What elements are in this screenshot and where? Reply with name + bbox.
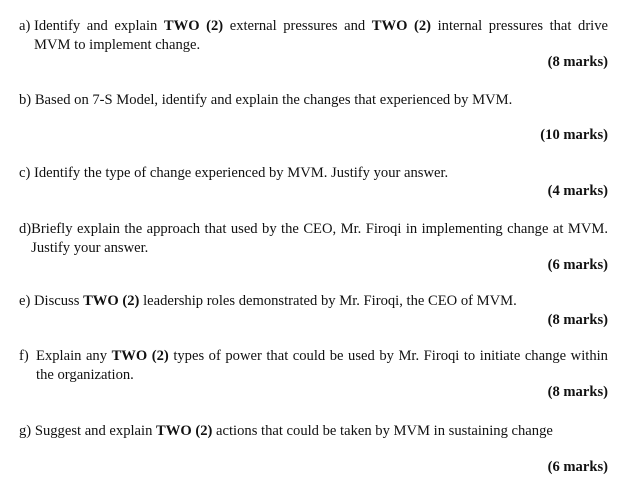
emphasis-text: TWO (2) <box>371 18 432 34</box>
question-d-row <box>19 220 608 258</box>
emphasis-text: TWO (2) <box>156 423 213 439</box>
question-d <box>19 220 608 273</box>
question-e <box>19 292 608 328</box>
body-text: Suggest and explain <box>34 423 157 439</box>
question-g-text <box>35 422 608 441</box>
question-b-label: b) <box>19 92 32 108</box>
question-g-label: g) <box>19 423 32 439</box>
question-f-row <box>19 347 608 385</box>
question-c-label: c) <box>19 165 31 181</box>
question-b-marks: (10 marks) <box>540 127 608 143</box>
question-b-row <box>19 91 608 110</box>
body-text: Explain any <box>36 348 112 364</box>
question-c-text <box>34 164 608 183</box>
emphasis-text: TWO (2) <box>83 293 140 309</box>
body-text: Identify and explain <box>34 18 164 34</box>
body-text: actions that could be taken by MVM in sustaining change <box>212 423 553 439</box>
emphasis-text: TWO (2) <box>111 348 169 364</box>
question-d-text <box>31 220 608 258</box>
question-b-text <box>35 91 608 110</box>
question-a-row <box>19 17 608 55</box>
question-a-text <box>34 17 608 55</box>
question-f <box>19 347 608 400</box>
question-g-marks: (6 marks) <box>547 459 608 475</box>
question-a-marks: (8 marks) <box>547 54 608 70</box>
question-f-text <box>36 347 608 385</box>
question-g <box>19 422 608 475</box>
body-text: leadership roles demonstrated by Mr. Firoqi, the CEO of MVM. <box>139 293 517 309</box>
question-g-row <box>19 422 608 441</box>
emphasis-text: TWO (2) <box>163 18 224 34</box>
question-b <box>19 91 608 143</box>
question-f-marks: (8 marks) <box>547 384 608 400</box>
question-a-label: a) <box>19 18 31 34</box>
body-text: Based on 7-S Model, identify and explain the changes that experienced by MVM. <box>34 92 513 108</box>
body-text: Discuss <box>34 293 84 309</box>
question-c-marks: (4 marks) <box>547 183 608 199</box>
body-text: internal pressures that drive MVM to implement change. <box>34 18 609 53</box>
question-c <box>19 164 608 199</box>
body-text: types of power that could be used by Mr. Firoqi to initiate change within the organization. <box>36 348 608 383</box>
body-text: Identify the type of change experienced by MVM. Justify your answer. <box>34 165 449 181</box>
question-a <box>19 17 609 70</box>
question-d-label: d) <box>19 221 32 237</box>
body-text: external pressures and <box>223 18 372 34</box>
question-d-marks: (6 marks) <box>547 257 608 273</box>
question-f-label: f) <box>19 348 29 364</box>
body-text: Briefly explain the approach that used by the CEO, Mr. Firoqi in implementing change at MVM. Justify your answer. <box>31 221 608 256</box>
question-c-row <box>19 164 608 183</box>
question-e-label: e) <box>19 293 31 309</box>
question-e-marks: (8 marks) <box>547 312 608 328</box>
question-e-text <box>34 292 608 311</box>
question-e-row <box>19 292 608 311</box>
